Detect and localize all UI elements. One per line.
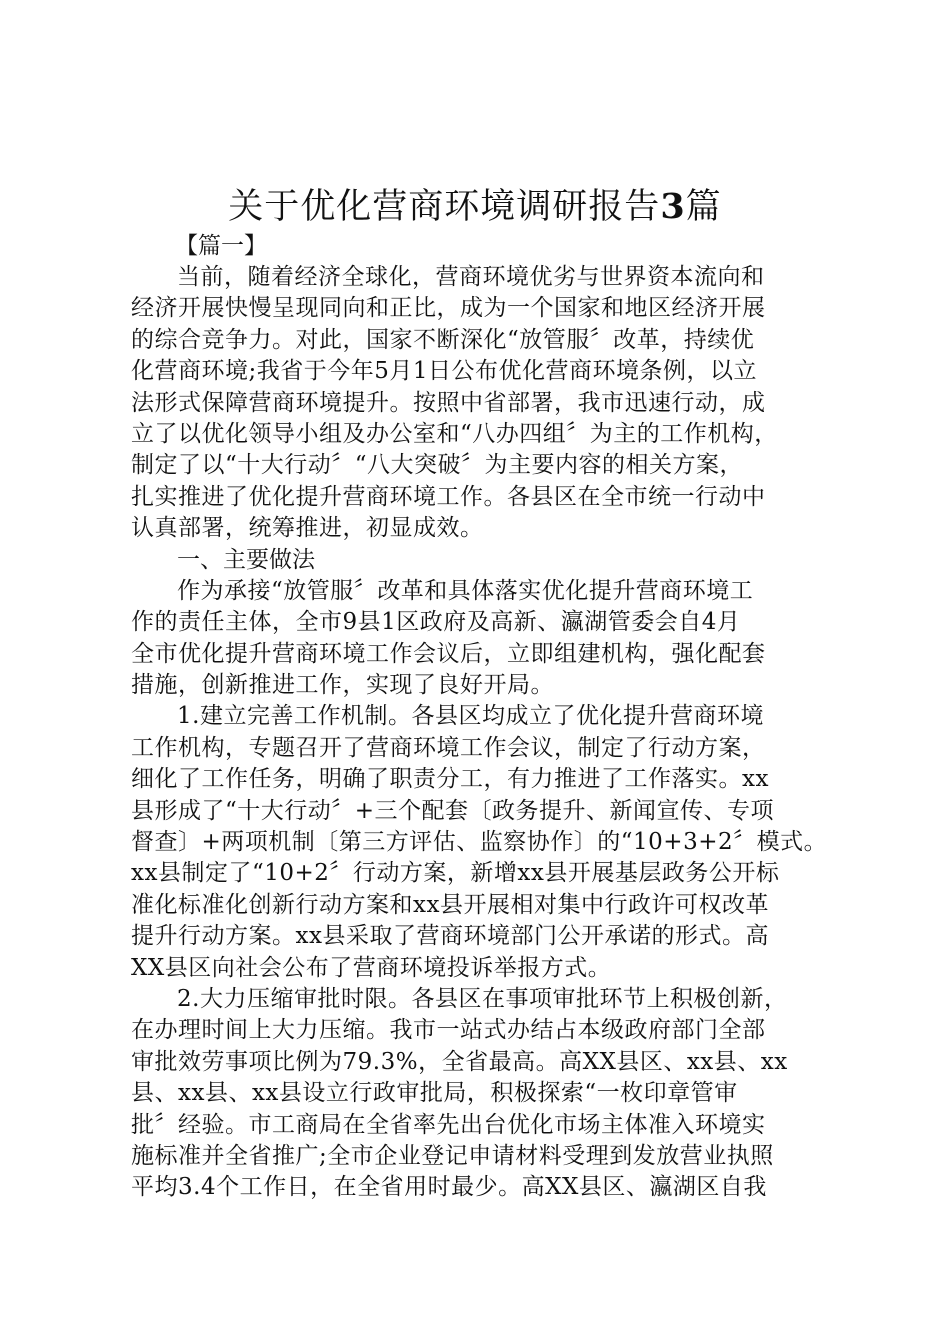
- paragraph-line: 措施，创新推进工作，实现了良好开局。: [131, 672, 554, 699]
- paragraph-line: 当前，随着经济全球化，营商环境优劣与世界资本流向和: [177, 264, 765, 290]
- title-number: 3: [660, 186, 686, 227]
- paragraph-line: 施标准并全省推广;全市企业登记申请材料受理到发放营业执照: [131, 1142, 774, 1169]
- paragraph-line: 作的责任主体，全市9县1区政府及高新、瀛湖管委会自4月: [131, 609, 741, 636]
- paragraph-line: 提升行动方案。xx县采取了营商环境部门公开承诺的形式。高: [131, 923, 769, 950]
- practice-item-1-paragraph: [131, 701, 831, 984]
- paragraph-line: 制定了以“十大行动〞“八大突破〞为主要内容的相关方案，: [131, 452, 744, 479]
- paragraph-line: 工作机构，专题召开了营商环境工作会议，制定了行动方案，: [131, 734, 766, 761]
- paragraph-line: 立了以优化领导小组及办公室和“八办四组〞为主的工作机构，: [131, 420, 778, 447]
- paragraph-line: 认真部署，统筹推进，初显成效。: [131, 515, 484, 542]
- title-suffix: 篇: [685, 187, 722, 227]
- paragraph-line: 批〞经验。市工商局在全省率先出台优化市场主体准入环境实: [131, 1111, 766, 1138]
- practice-intro-paragraph: [131, 576, 831, 702]
- paragraph-line: 县、xx县、xx县设立行政审批局，积极探索“一枚印章管审: [131, 1080, 738, 1107]
- paragraph-line: 化营商环境;我省于今年5月1日公布优化营商环境条例，以立: [131, 358, 758, 385]
- section-label: 【篇一】: [175, 233, 267, 259]
- paragraph-line: 细化了工作任务，明确了职责分工，有力推进了工作落实。xx: [131, 766, 769, 793]
- paragraph-line: 2.大力压缩审批时限。各县区在事项审批环节上积极创新，: [177, 985, 788, 1012]
- paragraph-line: 审批效劳事项比例为79.3%，全省最高。高XX县区、xx县、xx: [131, 1048, 788, 1075]
- paragraph-line: 督查〕+两项机制〔第三方评估、监察协作〕的“10+3+2〞模式。: [131, 829, 828, 856]
- paragraph-line: 在办理时间上大力压缩。我市一站式办结占本级政府部门全部: [131, 1017, 766, 1044]
- paragraph-line: XX县区向社会公布了营商环境投诉举报方式。: [131, 954, 612, 981]
- section-heading: 一、主要做法: [177, 546, 315, 573]
- document-title: [0, 183, 950, 231]
- paragraph-line: 法形式保障营商环境提升。按照中省部署，我市迅速行动，成: [131, 389, 766, 416]
- paragraph-line: xx县制定了“10+2〞行动方案，新增xx县开展基层政务公开标: [131, 860, 780, 887]
- paragraph-line: 准化标准化创新行动方案和xx县开展相对集中行政许可权改革: [131, 891, 769, 918]
- paragraph-line: 全市优化提升营商环境工作会议后，立即组建机构，强化配套: [131, 640, 766, 667]
- paragraph-line: 1.建立完善工作机制。各县区均成立了优化提升营商环境: [177, 703, 764, 730]
- paragraph-line: 作为承接“放管服〞改革和具体落实优化提升营商环境工: [177, 577, 754, 604]
- title-main: 关于优化营商环境调研报告: [228, 187, 661, 227]
- intro-paragraph: [131, 262, 831, 545]
- paragraph-line: 县形成了“十大行动〞+三个配套〔政务提升、新闻宣传、专项: [131, 797, 775, 824]
- paragraph-line: 平均3.4个工作日，在全省用时最少。高XX县区、瀛湖区自我: [131, 1174, 767, 1201]
- practice-item-2-paragraph: [131, 984, 831, 1204]
- paragraph-line: 的综合竞争力。对此，国家不断深化“放管服〞改革，持续优: [131, 326, 755, 353]
- document-body: [131, 230, 831, 1204]
- paragraph-line: 经济开展快慢呈现同向和正比，成为一个国家和地区经济开展: [131, 295, 766, 322]
- paragraph-line: 扎实推进了优化提升营商环境工作。各县区在全市统一行动中: [131, 483, 766, 510]
